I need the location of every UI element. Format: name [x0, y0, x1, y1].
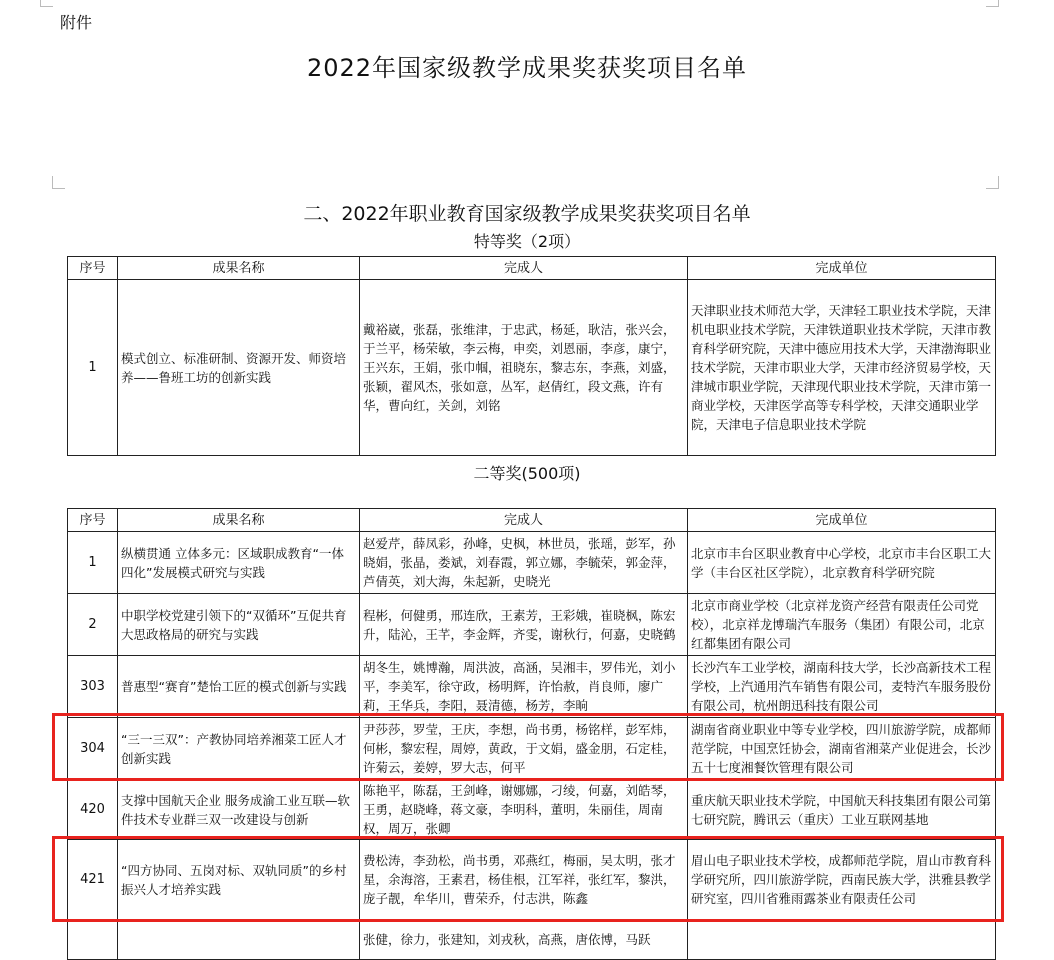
row-units: 湖南省商业职业中等专业学校，四川旅游学院，成都师范学院，中国烹饪协会，湖南省湘菜产业促进会，长沙五十七度湘餐饮管理有限公司 — [688, 718, 996, 780]
row-people: 胡冬生，姚博瀚，周洪波，高涵，吴湘丰，罗伟光，刘小平，李美军，徐守政，杨明辉，许怡赦，肖良师，廖广莉，王华兵，李阳，聂清德，杨芳，李晌 — [360, 656, 688, 718]
row-project-name: 中职学校党建引领下的“双循环”互促共育大思政格局的研究与实践 — [118, 594, 360, 656]
attachment-label: 附件 — [60, 13, 93, 32]
row-project-name: 纵横贯通 立体多元：区域职成教育“一体四化”发展模式研究与实践 — [118, 532, 360, 594]
table-row — [68, 656, 996, 718]
table-row — [68, 780, 996, 840]
table-header-row — [68, 257, 996, 280]
col-header-index: 序号 — [68, 257, 118, 280]
row-index: 420 — [68, 780, 118, 840]
row-units — [688, 920, 996, 960]
row-people: 戴裕崴，张磊，张维津，于忠武，杨延，耿洁，张兴会，于兰平，杨荣敏，李云梅，申奕，刘恩丽，李彦，康宁，王兴东，王娟，张巾帼，祖晓东，黎志东，李燕，刘盛，张颖，翟风杰，张如意，丛军，赵倩红，段文燕，许有华，曹向红，关剑，刘铭 — [360, 280, 688, 456]
row-people: 程彬，何健勇，邢连欣，王素芳，王彩娥，崔晓枫，陈宏升，陆沁，王芊，李金辉，齐雯，谢秋行，何嘉，史晓鹤 — [360, 594, 688, 656]
col-header-units: 完成单位 — [688, 257, 996, 280]
row-units: 北京市商业学校（北京祥龙资产经营有限责任公司党校），北京祥龙博瑞汽车服务（集团）有限公司，北京红都集团有限公司 — [688, 594, 996, 656]
col-header-people: 完成人 — [360, 257, 688, 280]
row-people: 费松涛，李劲松，尚书勇，邓燕红，梅丽，吴太明，张才星，余海溶，王素君，杨佳根，江军祥，张红军，黎洪，庞子靓，牟华川，曹荣乔，付志洪，陈鑫 — [360, 840, 688, 920]
crop-mark — [52, 176, 65, 189]
main-title: 2022年国家级教学成果奖获奖项目名单 — [306, 54, 748, 82]
second-prize-title: 二等奖(500项) — [473, 464, 581, 483]
row-project-name: 普惠型“赛育”楚怡工匠的模式创新与实践 — [118, 656, 360, 718]
row-people: 赵爱芹，薛凤彩，孙峰，史枫，林世员，张瑶，彭军，孙晓娟，张晶，娄斌，刘春霞，郭立娜，李毓荣，郭金萍，芦倩英，刘大海，朱起新，史晓光 — [360, 532, 688, 594]
row-units: 长沙汽车工业学校，湖南科技大学，长沙高新技术工程学校，上汽通用汽车销售有限公司，麦特汽车服务股份有限公司，杭州朗迅科技有限公司 — [688, 656, 996, 718]
row-project-name: “四方协同、五岗对标、双轨同质”的乡村振兴人才培养实践 — [118, 840, 360, 920]
highlight-box-row-304 — [52, 713, 1004, 781]
highlight-box-row-421 — [52, 836, 1004, 922]
row-index: 304 — [68, 718, 118, 780]
special-prize-title: 特等奖（2项） — [473, 232, 581, 251]
row-project-name — [118, 920, 360, 960]
row-index: 1 — [68, 280, 118, 456]
row-index — [68, 920, 118, 960]
col-header-people: 完成人 — [360, 509, 688, 532]
row-index: 303 — [68, 656, 118, 718]
table-header-row — [68, 509, 996, 532]
section-title: 二、2022年职业教育国家级教学成果奖获奖项目名单 — [303, 203, 751, 225]
special-prize-table — [67, 256, 996, 456]
row-units: 眉山电子职业技术学校，成都师范学院，眉山市教育科学研究所，四川旅游学院，西南民族大学，洪雅县教学研究室，四川省雅雨露茶业有限责任公司 — [688, 840, 996, 920]
row-index: 421 — [68, 840, 118, 920]
row-people: 陈艳平，陈磊，王剑峰，谢娜娜，刁绫，何嘉，刘皓琴，王勇，赵晓峰，蒋文豪，李明科，董明，朱丽佳，周南权，周万，张卿 — [360, 780, 688, 840]
row-index: 1 — [68, 532, 118, 594]
row-people: 尹莎莎，罗莹，王庆，李想，尚书勇，杨铭样，彭军炜，何彬，黎宏程，周婷，黄政，于文娟，盛金朋，石定桂，许菊云，姜婷，罗大志，何平 — [360, 718, 688, 780]
crop-mark — [986, 176, 999, 189]
col-header-units: 完成单位 — [688, 509, 996, 532]
row-project-name: 支撑中国航天企业 服务成渝工业互联—软件技术专业群三双一改建设与创新 — [118, 780, 360, 840]
table-row — [68, 594, 996, 656]
table-row — [68, 532, 996, 594]
crop-mark — [986, 0, 999, 7]
table-row — [68, 920, 996, 960]
crop-mark — [40, 0, 53, 7]
row-people: 张健，徐力，张建知，刘戎秋，高燕，唐依博，马跃 — [360, 920, 688, 960]
col-header-name: 成果名称 — [118, 257, 360, 280]
table-row — [68, 280, 996, 456]
col-header-index: 序号 — [68, 509, 118, 532]
row-units: 北京市丰台区职业教育中心学校，北京市丰台区职工大学（丰台区社区学院），北京教育科学研究院 — [688, 532, 996, 594]
row-index: 2 — [68, 594, 118, 656]
row-project-name: 模式创立、标准研制、资源开发、师资培养——鲁班工坊的创新实践 — [118, 280, 360, 456]
row-project-name: “三一三双”：产教协同培养湘菜工匠人才创新实践 — [118, 718, 360, 780]
col-header-name: 成果名称 — [118, 509, 360, 532]
row-units: 天津职业技术师范大学，天津轻工职业技术学院，天津机电职业技术学院，天津铁道职业技术学院，天津市教育科学研究院，天津中德应用技术大学，天津渤海职业技术学院，天津市职业大学，天津市经济贸易学校，天津城市职业学院，天津现代职业技术学院，天津市第一商业学校，天津医学高等专科学校，天津交通职业学院，天津电子信息职业技术学院 — [688, 280, 996, 456]
row-units: 重庆航天职业技术学院，中国航天科技集团有限公司第七研究院，腾讯云（重庆）工业互联网基地 — [688, 780, 996, 840]
